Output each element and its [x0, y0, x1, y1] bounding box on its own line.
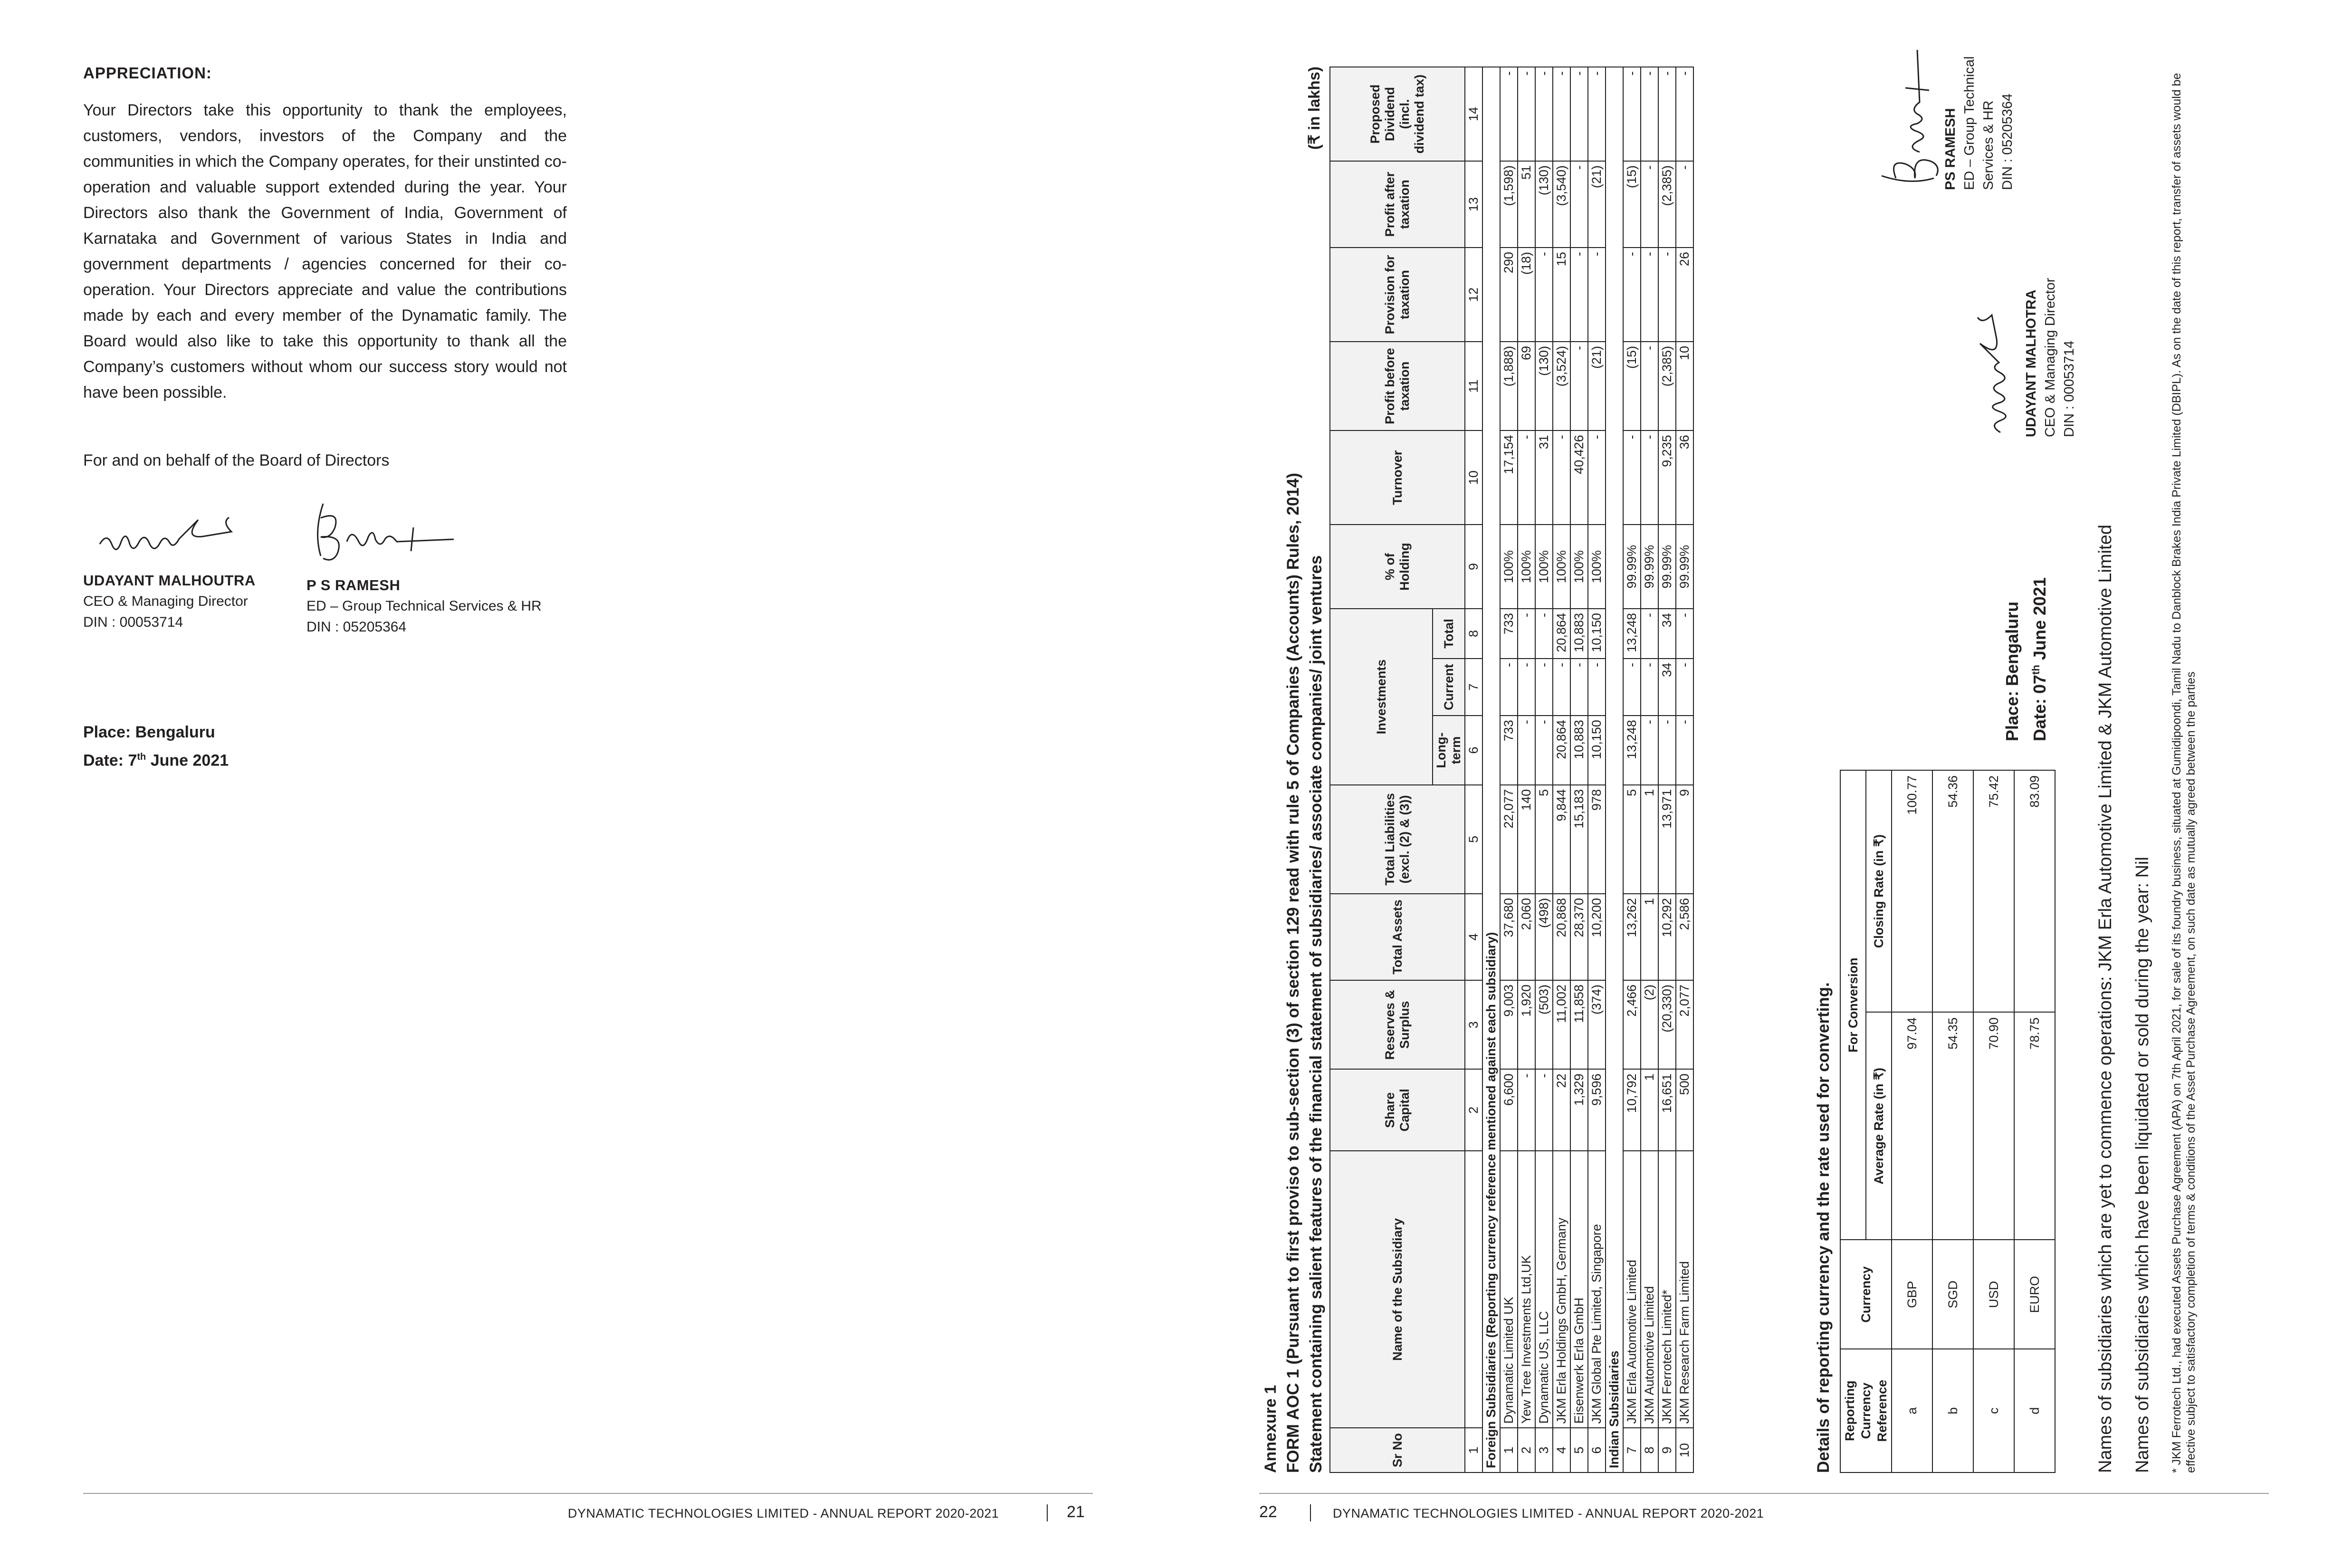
cell-assets: 2,060	[1518, 894, 1535, 980]
rates-row	[2014, 770, 2055, 1472]
cell-reserves: (2)	[1641, 980, 1658, 1069]
place-date	[83, 720, 229, 773]
cell-pbt: 69	[1518, 342, 1535, 430]
cell-div: -	[1588, 67, 1606, 161]
cell-share: 6,600	[1500, 1070, 1518, 1151]
rates-cell-ref: b	[1932, 1349, 1973, 1472]
signatory-din: DIN : 05205364	[2000, 93, 2015, 190]
header-sr: Sr No	[1330, 1428, 1465, 1472]
cell-liab: 5	[1535, 785, 1553, 894]
cell-share: 1	[1641, 1070, 1658, 1151]
cell-share: 22	[1553, 1070, 1570, 1151]
header-pat: Profit after taxation	[1330, 161, 1465, 248]
cell-sr: 1	[1500, 1428, 1518, 1472]
cell-pat: (130)	[1535, 161, 1553, 248]
annexure-label: Annexure 1	[1262, 1385, 1280, 1473]
rates-row	[1932, 770, 1973, 1472]
column-number-row	[1465, 67, 1482, 1472]
footnote-ferrotech: * JKM Ferrotech Ltd., had executed Assets Purchase Agreement (APA) on 7th April 2021, for sale of its foundry business, situated at Gumidipoondi, Tamil Nadu to Danblock Brakes India Private Limited (DBIPL). As on the date of this report, transfer of assets would be effective subject to satisfactory completion of terms & conditions of the Asset Purchase Agreement, on such date as mutually agreed between the parties	[2170, 73, 2198, 1473]
cell-prov: 290	[1500, 248, 1518, 342]
cell-share: 9,596	[1588, 1070, 1606, 1151]
cell-cur: 34	[1658, 659, 1676, 716]
table-row	[1570, 67, 1588, 1472]
rates-cell-close: 75.42	[1973, 770, 2014, 1012]
cell-lt: 10,883	[1570, 716, 1588, 785]
signatory-name: PS RAMESH	[1943, 108, 1958, 190]
header-long-term: Long-term	[1433, 716, 1465, 785]
table-row	[1500, 67, 1518, 1472]
form-title: FORM AOC 1 (Pursuant to first proviso to sub-section (3) of section 129 read with rule 5 of Companies (Accounts) Rules, 2014)	[1284, 473, 1302, 1473]
cell-reserves: 2,466	[1623, 980, 1641, 1069]
cell-pbt: (1,888)	[1500, 342, 1518, 430]
cell-sr: 6	[1588, 1428, 1606, 1472]
cell-tot: 733	[1500, 609, 1518, 659]
cell-lt: -	[1658, 716, 1676, 785]
rates-cell-close: 54.36	[1932, 770, 1973, 1012]
cell-turn: 31	[1535, 430, 1553, 525]
cell-sr: 4	[1553, 1428, 1570, 1472]
cell-cur: -	[1588, 659, 1606, 716]
signatory-title: CEO & Managing Director	[83, 593, 248, 609]
cell-reserves: (374)	[1588, 980, 1606, 1069]
signatory-name: P S RAMESH	[306, 577, 401, 593]
cell-prov: -	[1623, 248, 1641, 342]
rates-cell-avg: 78.75	[2014, 1012, 2055, 1240]
footer-divider-right	[1259, 1493, 2269, 1494]
cell-turn: 17,154	[1500, 430, 1518, 525]
cell-tot: 34	[1658, 609, 1676, 659]
right-place-date	[2000, 577, 2052, 741]
column-number: 2	[1465, 1070, 1482, 1151]
signatory-title: ED – Group Technical Services & HR	[306, 598, 542, 614]
table-row	[1658, 67, 1676, 1472]
cell-reserves: 11,002	[1553, 980, 1570, 1069]
cell-liab: 22,077	[1500, 785, 1518, 894]
cell-div: -	[1570, 67, 1588, 161]
cell-assets: 28,370	[1570, 894, 1588, 980]
column-number: 1	[1465, 1428, 1482, 1472]
cell-sr: 9	[1658, 1428, 1676, 1472]
right-signatory-block-1	[1967, 278, 2079, 437]
cell-assets: 10,200	[1588, 894, 1606, 980]
cell-reserves: 11,858	[1570, 980, 1588, 1069]
column-number: 5	[1465, 785, 1482, 894]
cell-sr: 7	[1623, 1428, 1641, 1472]
cell-hold: 100%	[1518, 525, 1535, 609]
cell-tot: 13,248	[1623, 609, 1641, 659]
cell-turn: -	[1588, 430, 1606, 525]
date: Date: 07th June 2021	[2030, 577, 2049, 741]
cell-hold: 100%	[1500, 525, 1518, 609]
cell-div: -	[1535, 67, 1553, 161]
date: Date: 7th June 2021	[83, 751, 229, 770]
column-number: 11	[1465, 342, 1482, 430]
cell-name: JKM Automotive Limited	[1641, 1151, 1658, 1428]
cell-div: -	[1553, 67, 1570, 161]
cell-name: Dynamatic Limited UK	[1500, 1151, 1518, 1428]
cell-hold: 99.99%	[1658, 525, 1676, 609]
cell-cur: -	[1623, 659, 1641, 716]
rates-cell-avg: 70.90	[1973, 1012, 2014, 1240]
table-row	[1676, 67, 1693, 1472]
cell-tot: 10,150	[1588, 609, 1606, 659]
cell-liab: 140	[1518, 785, 1535, 894]
column-number: 12	[1465, 248, 1482, 342]
cell-liab: 1	[1641, 785, 1658, 894]
rates-row	[1973, 770, 2014, 1472]
rates-cell-ref: a	[1892, 1349, 1932, 1472]
rates-title: Details of reporting currency and the rate used for converting.	[1814, 982, 1833, 1473]
rates-header-closing: Closing Rate (in ₹)	[1866, 770, 1892, 1012]
table-row	[1535, 67, 1553, 1472]
column-number: 3	[1465, 980, 1482, 1069]
cell-sr: 2	[1518, 1428, 1535, 1472]
indian-section-heading: Indian Subsidiaries	[1606, 67, 1623, 1472]
cell-cur: -	[1500, 659, 1518, 716]
rates-cell-ref: c	[1973, 1349, 2014, 1472]
cell-turn: 36	[1676, 430, 1693, 525]
footer-separator-right	[1310, 1504, 1311, 1521]
column-number: 4	[1465, 894, 1482, 980]
cell-lt: -	[1518, 716, 1535, 785]
rates-cell-currency: USD	[1973, 1240, 2014, 1349]
column-number: 14	[1465, 67, 1482, 161]
cell-pbt: (3,524)	[1553, 342, 1570, 430]
cell-pbt: -	[1641, 342, 1658, 430]
cell-name: Yew Tree Investments Ltd,UK	[1518, 1151, 1535, 1428]
header-holding: % of Holding	[1330, 525, 1465, 609]
cell-reserves: 2,077	[1676, 980, 1693, 1069]
cell-reserves: 9,003	[1500, 980, 1518, 1069]
subsidiaries-table	[1329, 67, 1694, 1473]
cell-turn: -	[1553, 430, 1570, 525]
cell-name: JKM Ferrotech Limited*	[1658, 1151, 1676, 1428]
column-number: 7	[1465, 659, 1482, 716]
cell-turn: -	[1623, 430, 1641, 525]
cell-assets: 13,262	[1623, 894, 1641, 980]
cell-name: JKM Erla Automotive Limited	[1623, 1151, 1641, 1428]
cell-prov: -	[1535, 248, 1553, 342]
cell-pat: (21)	[1588, 161, 1606, 248]
cell-sr: 10	[1676, 1428, 1693, 1472]
table-row	[1588, 67, 1606, 1472]
cell-hold: 100%	[1553, 525, 1570, 609]
cell-div: -	[1500, 67, 1518, 161]
header-reserves: Reserves & Surplus	[1330, 980, 1465, 1069]
cell-hold: 100%	[1535, 525, 1553, 609]
signatory-name: UDAYANT MALHOTRA	[2024, 289, 2039, 437]
cell-liab: 15,183	[1570, 785, 1588, 894]
footer-divider	[83, 1493, 1093, 1494]
cell-tot: 10,883	[1570, 609, 1588, 659]
header-turnover: Turnover	[1330, 430, 1465, 525]
appreciation-title: APPRECIATION:	[83, 64, 212, 82]
header-pbt: Profit before taxation	[1330, 342, 1465, 430]
cell-pat: (1,598)	[1500, 161, 1518, 248]
table-row	[1641, 67, 1658, 1472]
cell-lt: -	[1641, 716, 1658, 785]
header-total-liabilities: Total Liabilities (excl. (2) & (3))	[1330, 785, 1465, 894]
cell-pat: -	[1641, 161, 1658, 248]
page-number-right: 22	[1259, 1503, 1277, 1521]
header-provision: Provision for taxation	[1330, 248, 1465, 342]
cell-hold: 99.99%	[1676, 525, 1693, 609]
indian-section-row	[1606, 67, 1623, 1472]
signatory-din: DIN : 05205364	[306, 619, 407, 635]
cell-turn: 9,235	[1658, 430, 1676, 525]
cell-cur: -	[1518, 659, 1535, 716]
place: Place: Bengaluru	[2002, 601, 2022, 741]
rates-cell-currency: GBP	[1892, 1240, 1932, 1349]
signature-malhotra-image	[1967, 295, 2019, 437]
cell-name: Dynamatic US, LLC	[1535, 1151, 1553, 1428]
cell-pbt: 10	[1676, 342, 1693, 430]
cell-pbt: (21)	[1588, 342, 1606, 430]
rates-header-average: Average Rate (in ₹)	[1866, 1012, 1892, 1240]
statement-title: Statement containing salient features of the financial statement of subsidiaries/ associate companies/ joint ventures	[1307, 555, 1325, 1473]
signature-ramesh-image	[309, 499, 470, 563]
cell-tot: -	[1518, 609, 1535, 659]
signatory-din: DIN : 00053714	[83, 614, 183, 630]
cell-share: -	[1535, 1070, 1553, 1151]
rates-cell-currency: SGD	[1932, 1240, 1973, 1349]
cell-lt: 733	[1500, 716, 1518, 785]
rates-cell-avg: 54.35	[1932, 1012, 1973, 1240]
header-total-assets: Total Assets	[1330, 894, 1465, 980]
cell-cur: -	[1676, 659, 1693, 716]
signatory-block-2	[306, 575, 542, 638]
cell-prov: -	[1588, 248, 1606, 342]
foreign-section-heading: Foreign Subsidiaries (Reporting currency reference mentioned against each subsidiary)	[1482, 67, 1500, 1472]
cell-name: JKM Research Farm Limited	[1676, 1151, 1693, 1428]
rates-cell-close: 83.09	[2014, 770, 2055, 1012]
signatory-block-1	[83, 570, 256, 633]
header-investments: Investments	[1330, 609, 1433, 785]
cell-pbt: -	[1570, 342, 1588, 430]
cell-div: -	[1676, 67, 1693, 161]
cell-pat: (2,385)	[1658, 161, 1676, 248]
cell-cur: -	[1535, 659, 1553, 716]
cell-hold: 99.99%	[1623, 525, 1641, 609]
page-number: 21	[1067, 1503, 1085, 1521]
cell-share: 10,792	[1623, 1070, 1641, 1151]
cell-name: JKM Erla Holdings GmbH, Germany	[1553, 1151, 1570, 1428]
cell-lt: 13,248	[1623, 716, 1641, 785]
cell-assets: 20,868	[1553, 894, 1570, 980]
signatory-title: CEO & Managing Director	[2043, 277, 2058, 437]
footer-text-right: DYNAMATIC TECHNOLOGIES LIMITED - ANNUAL REPORT 2020-2021	[1333, 1506, 1764, 1520]
cell-tot: -	[1641, 609, 1658, 659]
cell-tot: 20,864	[1553, 609, 1570, 659]
table-row	[1553, 67, 1570, 1472]
cell-name: JKM Global Pte Limited, Singapore	[1588, 1151, 1606, 1428]
cell-sr: 3	[1535, 1428, 1553, 1472]
cell-hold: 100%	[1588, 525, 1606, 609]
cell-share: 1,329	[1570, 1070, 1588, 1151]
cell-turn: -	[1641, 430, 1658, 525]
footer-text: DYNAMATIC TECHNOLOGIES LIMITED - ANNUAL REPORT 2020-2021	[568, 1506, 999, 1520]
header-name: Name of the Subsidiary	[1330, 1151, 1465, 1428]
cell-prov: -	[1570, 248, 1588, 342]
cell-share: 16,651	[1658, 1070, 1676, 1151]
cell-pat: (3,540)	[1553, 161, 1570, 248]
cell-pbt: (130)	[1535, 342, 1553, 430]
cell-tot: -	[1676, 609, 1693, 659]
header-current: Current	[1433, 659, 1465, 716]
header-dividend: Proposed Dividend (incl. dividend tax)	[1330, 67, 1465, 161]
cell-sr: 8	[1641, 1428, 1658, 1472]
cell-pat: -	[1676, 161, 1693, 248]
cell-div: -	[1518, 67, 1535, 161]
cell-prov: -	[1658, 248, 1676, 342]
signatory-name: UDAYANT MALHOUTRA	[83, 572, 256, 589]
cell-hold: 100%	[1570, 525, 1588, 609]
cell-div: -	[1641, 67, 1658, 161]
cell-liab: 13,971	[1658, 785, 1676, 894]
behalf-text: For and on behalf of the Board of Directors	[83, 451, 390, 469]
signature-malhoutra-image	[95, 511, 257, 563]
rates-cell-ref: d	[2014, 1349, 2055, 1472]
right-signatory-block-2	[1877, 33, 2017, 190]
cell-liab: 9	[1676, 785, 1693, 894]
table-row	[1623, 67, 1641, 1472]
cell-name: Eisenwerk Erla GmbH	[1570, 1151, 1588, 1428]
rates-table	[1840, 770, 2056, 1473]
cell-div: -	[1658, 67, 1676, 161]
cell-lt: -	[1676, 716, 1693, 785]
rates-cell-avg: 97.04	[1892, 1012, 1932, 1240]
cell-pat: -	[1570, 161, 1588, 248]
rotated-annexure-content	[1259, 56, 2285, 1473]
cell-reserves: 1,920	[1518, 980, 1535, 1069]
rates-cell-currency: EURO	[2014, 1240, 2055, 1349]
cell-reserves: (20,330)	[1658, 980, 1676, 1069]
rates-header-currency: Currency	[1840, 1240, 1892, 1349]
place: Place: Bengaluru	[83, 723, 215, 741]
cell-share: -	[1518, 1070, 1535, 1151]
column-number: 8	[1465, 609, 1482, 659]
foreign-section-row	[1482, 67, 1500, 1472]
cell-turn: 40,426	[1570, 430, 1588, 525]
column-number: 9	[1465, 525, 1482, 609]
cell-liab: 5	[1623, 785, 1641, 894]
cell-liab: 978	[1588, 785, 1606, 894]
column-number: 6	[1465, 716, 1482, 785]
rates-header-for-conversion: For Conversion	[1840, 770, 1866, 1240]
note-commence-operations: Names of subsidiaries which are yet to commence operations: JKM Erla Automotive Limited & JKM Automotive Limited	[2095, 525, 2115, 1473]
signatory-din: DIN : 00053714	[2062, 340, 2077, 437]
column-number	[1465, 1151, 1482, 1428]
cell-cur: -	[1641, 659, 1658, 716]
column-number: 10	[1465, 430, 1482, 525]
signatory-title: ED – Group Technical Services & HR	[1962, 56, 1996, 190]
cell-prov: 15	[1553, 248, 1570, 342]
cell-assets: 1	[1641, 894, 1658, 980]
cell-assets: 37,680	[1500, 894, 1518, 980]
rates-cell-close: 100.77	[1892, 770, 1932, 1012]
cell-pbt: (2,385)	[1658, 342, 1676, 430]
cell-assets: (498)	[1535, 894, 1553, 980]
cell-prov: 26	[1676, 248, 1693, 342]
appreciation-text: Your Directors take this opportunity to thank the employees, customers, vendors, investors of the Company and the communities in which the Company operates, for their unstinted co-operation and valuable support extended during the year. Your Directors also thank the Government of India, Government of Karnataka and Government of various States in India and government departments / agencies concerned for their co-operation. Your Directors appreciate and value the contributions made by each and every member of the Dynamatic family. The Board would also like to take this opportunity to thank all the Company’s customers without whom our success story would not have been possible.	[83, 101, 567, 402]
cell-div: -	[1623, 67, 1641, 161]
column-number: 13	[1465, 161, 1482, 248]
cell-pat: (15)	[1623, 161, 1641, 248]
cell-turn: -	[1518, 430, 1535, 525]
cell-liab: 9,844	[1553, 785, 1570, 894]
rates-row	[1892, 770, 1932, 1472]
cell-lt: -	[1535, 716, 1553, 785]
cell-pbt: (15)	[1623, 342, 1641, 430]
cell-sr: 5	[1570, 1428, 1588, 1472]
cell-assets: 2,586	[1676, 894, 1693, 980]
table-row	[1518, 67, 1535, 1472]
cell-cur: -	[1553, 659, 1570, 716]
cell-hold: 99.99%	[1641, 525, 1658, 609]
cell-cur: -	[1570, 659, 1588, 716]
cell-share: 500	[1676, 1070, 1693, 1151]
cell-lt: 10,150	[1588, 716, 1606, 785]
cell-pat: 51	[1518, 161, 1535, 248]
cell-lt: 20,864	[1553, 716, 1570, 785]
cell-assets: 10,292	[1658, 894, 1676, 980]
footer-separator	[1047, 1504, 1048, 1521]
cell-prov: -	[1641, 248, 1658, 342]
cell-tot: -	[1535, 609, 1553, 659]
header-share-capital: Share Capital	[1330, 1070, 1465, 1151]
signature-ps-ramesh-image	[1877, 33, 1939, 190]
header-total: Total	[1433, 609, 1465, 659]
note-liquidated: Names of subsidiaries which have been liquidated or sold during the year: Nil	[2132, 857, 2152, 1473]
unit-label: (₹ in lakhs)	[1305, 67, 1323, 150]
rates-header-ref: Reporting Currency Reference	[1840, 1349, 1892, 1472]
cell-reserves: (503)	[1535, 980, 1553, 1069]
cell-prov: (18)	[1518, 248, 1535, 342]
